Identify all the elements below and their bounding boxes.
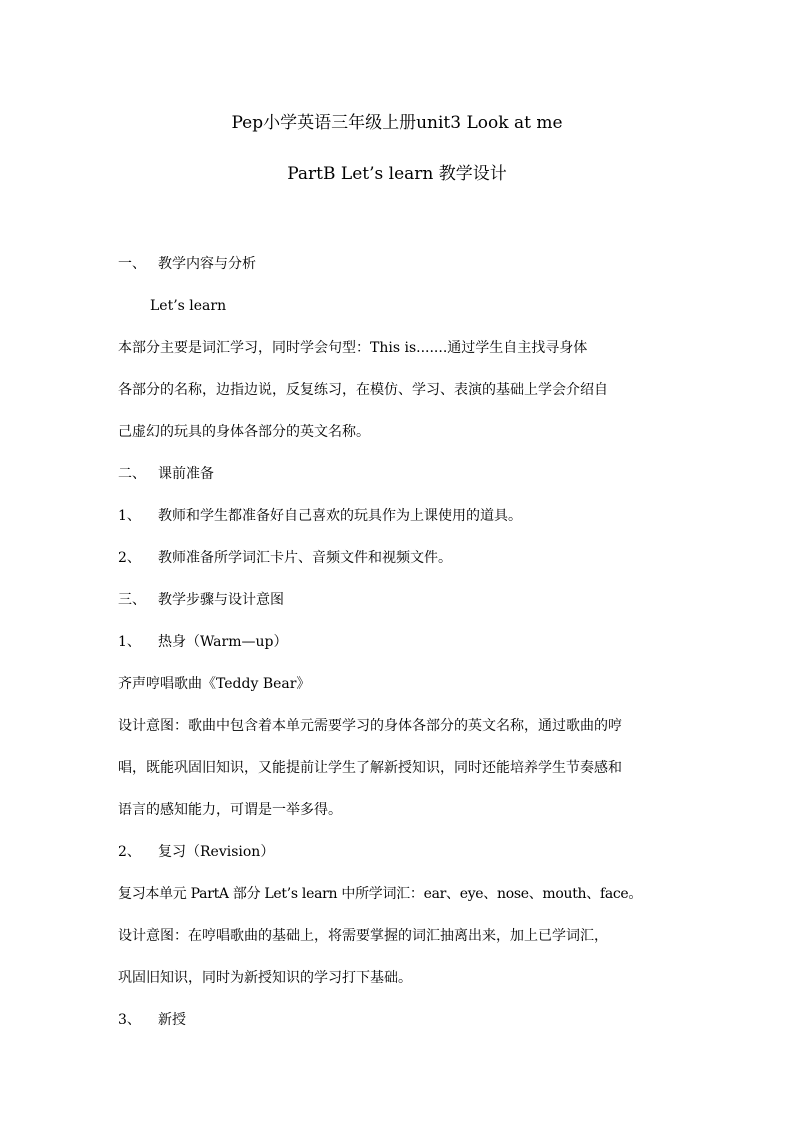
- section-number: 二、: [118, 466, 146, 482]
- document-subtitle: PartB Let’s learn 教学设计: [287, 164, 507, 184]
- item-text: 教师准备所学词汇卡片、音频文件和视频文件。: [158, 550, 452, 566]
- section-title: 教学步骤与设计意图: [158, 592, 284, 608]
- section-heading-1: [118, 243, 688, 285]
- step-number: 3、: [118, 1012, 141, 1028]
- section-heading-2: [118, 453, 688, 495]
- item-number: 1、: [118, 508, 141, 524]
- step-heading-2: [118, 831, 688, 873]
- section-heading-3: [118, 579, 688, 621]
- item-text: 教师和学生都准备好自己喜欢的玩具作为上课使用的道具。: [158, 508, 522, 524]
- step-heading-3: [118, 999, 688, 1041]
- paragraph-line: 各部分的名称，边指边说，反复练习，在模仿、学习、表演的基础上学会介绍自: [118, 382, 608, 398]
- step-title: 热身（Warm—up）: [158, 634, 288, 650]
- list-item: [118, 537, 688, 579]
- section-title: 教学内容与分析: [158, 256, 256, 272]
- step-title: 复习（Revision）: [158, 844, 275, 860]
- list-item: [118, 495, 688, 537]
- paragraph-line: 语言的感知能力，可谓是一举多得。: [118, 802, 342, 818]
- section-number: 一、: [118, 256, 146, 272]
- paragraph-line: 己虚幻的玩具的身体各部分的英文名称。: [118, 424, 370, 440]
- paragraph-line: 设计意图：在哼唱歌曲的基础上，将需要掌握的词汇抽离出来，加上已学词汇，: [118, 928, 608, 944]
- paragraph-line: 齐声哼唱歌曲《Teddy Bear》: [118, 676, 311, 692]
- subheading: Let’s learn: [150, 298, 227, 314]
- step-number: 1、: [118, 634, 141, 650]
- section-title: 课前准备: [158, 466, 214, 482]
- paragraph-line: 本部分主要是词汇学习，同时学会句型：This is.......通过学生自主找寻身体: [118, 340, 588, 356]
- step-heading-1: [118, 621, 688, 663]
- step-title: 新授: [158, 1012, 186, 1028]
- paragraph-line: 巩固旧知识，同时为新授知识的学习打下基础。: [118, 970, 412, 986]
- paragraph-line: 唱，既能巩固旧知识，又能提前让学生了解新授知识，同时还能培养学生节奏感和: [118, 760, 622, 776]
- step-number: 2、: [118, 844, 141, 860]
- item-number: 2、: [118, 550, 141, 566]
- paragraph-line: 设计意图：歌曲中包含着本单元需要学习的身体各部分的英文名称，通过歌曲的哼: [118, 718, 622, 734]
- document-title: Pep小学英语三年级上册unit3 Look at me: [231, 113, 563, 133]
- paragraph-line: 复习本单元 PartA 部分 Let’s learn 中所学词汇：ear、eye、nose、mouth、face。: [118, 886, 643, 902]
- section-number: 三、: [118, 592, 146, 608]
- document-body: [118, 243, 688, 1041]
